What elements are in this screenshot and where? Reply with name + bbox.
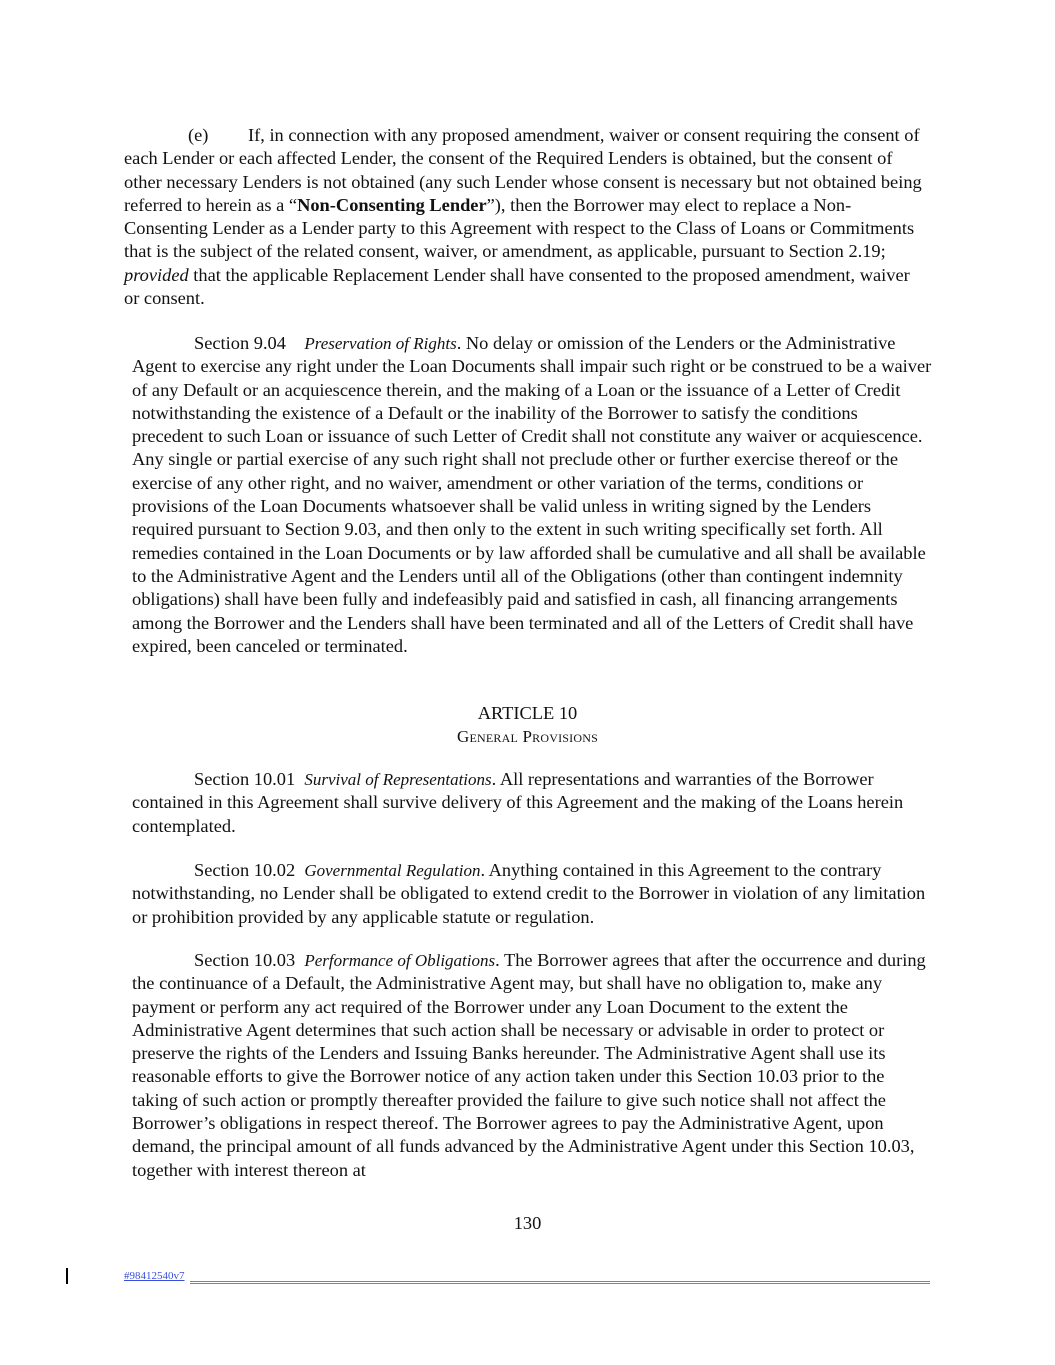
article-title: General Provisions — [457, 727, 598, 746]
section-title: Preservation of Rights — [304, 334, 457, 353]
page-number: 130 — [513, 1213, 542, 1233]
section-10-02 — [132, 859, 932, 929]
paragraph-label: (e) — [188, 125, 209, 145]
section-number: Section 10.02 — [194, 860, 296, 880]
paragraph-text: that the applicable Replacement Lender shall have consented to the proposed amendment, waiver or consent. — [124, 264, 910, 309]
footer — [124, 1268, 930, 1286]
section-10-03 — [132, 949, 932, 1182]
document-id: #98412540v7 — [124, 1270, 185, 1282]
paragraph-text: ”), then the Borrower may elect to replace a Non-Consenting Lender as a Lender party to this Agreement with respect to the Class of Loans or Commitments that is the subject of the related consent, waiver, or amendment, as applicable, pursuant to Section 2.19; — [124, 194, 915, 262]
section-10-01 — [132, 768, 932, 838]
section-title: Survival of Representations — [304, 770, 492, 789]
section-title: Performance of Obligations — [304, 951, 496, 970]
section-number: Section 10.01 — [194, 769, 296, 789]
italic-term: provided — [124, 264, 189, 285]
defined-term: Non-Consenting Lender — [297, 194, 487, 215]
section-title: Governmental Regulation — [304, 861, 481, 880]
section-body: . The Borrower agrees that after the occurrence and during the continuance of a Default, the Administrative Agent may, but shall have no obligation to, make any payment or perform any act required of the Borrower under any Loan Document to the extent the Administrative Agent determines that such action shall be necessary or advisable in order to protect or preserve the rights of the Lenders and Issuing Banks hereunder. The Administrative Agent shall use its reasonable efforts to give the Borrower notice of any action taken under this Section 10.03 prior to the taking of such action or promptly thereafter provided the failure to give such notice shall not affect the Borrower’s obligations in respect thereof. The Borrower agrees to pay the Administrative Agent, upon demand, the principal amount of all funds advanced by the Administrative Agent under this Section 10.03, together with interest thereon at — [132, 950, 926, 1180]
paragraph-text: If, in connection with any proposed amendment, waiver or consent requiring the consent of each Lender or each affected Lender, the consent of the Required Lenders is obtained, but the consent of other necessary Lenders is not obtained (any such Lender whose consent is necessary but not obtained being referred to herein as a “ — [124, 125, 922, 215]
article-number: ARTICLE 10 — [477, 703, 578, 723]
section-body: . Anything contained in this Agreement to the contrary notwithstanding, no Lender shall be obligated to extend credit to the Borrower in violation of any limitation or prohibition provided by any applicable statute or regulation. — [132, 860, 926, 927]
paragraph-e — [124, 124, 924, 310]
section-body: . All representations and warranties of the Borrower contained in this Agreement shall survive delivery of this Agreement and the making of the Loans herein contemplated. — [132, 769, 904, 836]
section-number: Section 10.03 — [194, 950, 296, 970]
section-9-04 — [132, 332, 932, 658]
article-heading — [0, 701, 1055, 749]
section-number: Section 9.04 — [194, 333, 286, 353]
revision-bar — [66, 1268, 68, 1284]
footer-rule — [190, 1281, 930, 1284]
section-body: . No delay or omission of the Lenders or the Administrative Agent to exercise any right under the Loan Documents shall impair such right or be construed to be a waiver of any Default or an acquiescence therein, and the making of a Loan or the issuance of a Letter of Credit notwithstanding the existence of a Default or the inability of the Borrower to satisfy the conditions precedent to such Loan or issuance of such Letter of Credit shall not constitute any waiver or acquiescence. Any single or partial exercise of any such right shall not preclude other or further exercise thereof or the exercise of any other right, and no waiver, amendment or other variation of the terms, conditions or provisions of the Loan Documents whatsoever shall be valid unless in writing signed by the Lenders required pursuant to Section 9.03, and then only to the extent in such writing specifically set forth. All remedies contained in the Loan Documents or by law afforded shall be cumulative and all shall be available to the Administrative Agent and the Lenders until all of the Obligations (other than contingent indemnity obligations) shall have been fully and indefeasibly paid and satisfied in cash, all financing arrangements among the Borrower and the Lenders shall have been terminated and all of the Letters of Credit shall have expired, been canceled or terminated. — [132, 333, 932, 656]
